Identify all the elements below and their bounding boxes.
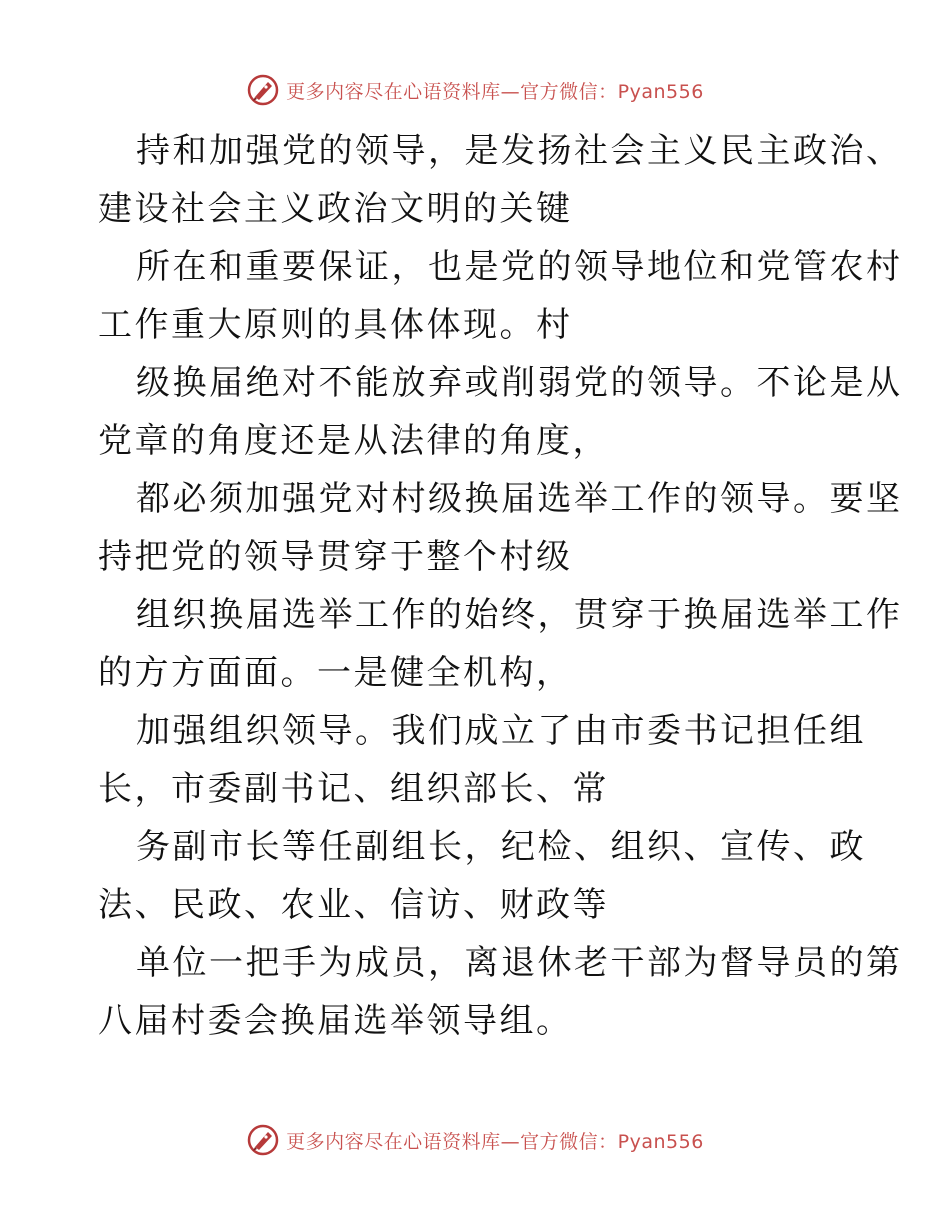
- text-line: 单位一把手为成员，离退休老干部为督导员的第: [136, 943, 903, 983]
- text-line: 建设社会主义政治文明的关键: [98, 189, 573, 229]
- text-line: 工作重大原则的具体体现。村: [98, 305, 573, 345]
- watermark-group: [246, 1123, 704, 1157]
- watermark-text: 更多内容尽在心语资料库—官方微信：Pyan556: [286, 1130, 704, 1153]
- text-line: 都必须加强党对村级换届选举工作的领导。要坚: [136, 479, 903, 519]
- text-line: 级换届绝对不能放弃或削弱党的领导。不论是从: [136, 363, 903, 403]
- text-line: 组织换届选举工作的始终，贯穿于换届选举工作: [136, 595, 903, 635]
- text-line: 务副市长等任副组长，纪检、组织、宣传、政: [136, 827, 866, 867]
- text-line: 持把党的领导贯穿于整个村级: [98, 537, 573, 577]
- text-line: 党章的角度还是从法律的角度，: [98, 421, 609, 461]
- text-line: 八届村委会换届选举领导组。: [98, 1001, 573, 1041]
- pen-nib-logo-icon: [246, 73, 280, 107]
- text-line: 长，市委副书记、组织部长、常: [98, 769, 609, 809]
- text-line: 持和加强党的领导，是发扬社会主义民主政治、: [136, 131, 903, 171]
- document-paragraph: [98, 122, 903, 1050]
- header-watermark: [0, 70, 950, 110]
- document-body: [98, 122, 903, 1050]
- pen-nib-logo-icon: [246, 1123, 280, 1157]
- watermark-text: 更多内容尽在心语资料库—官方微信：Pyan556: [286, 80, 704, 103]
- text-line: 加强组织领导。我们成立了由市委书记担任组: [136, 711, 866, 751]
- text-line: 法、民政、农业、信访、财政等: [98, 885, 609, 925]
- watermark-group: [246, 73, 704, 107]
- footer-watermark: [0, 1120, 950, 1160]
- text-line: 的方方面面。一是健全机构，: [98, 653, 573, 693]
- text-line: 所在和重要保证，也是党的领导地位和党管农村: [136, 247, 903, 287]
